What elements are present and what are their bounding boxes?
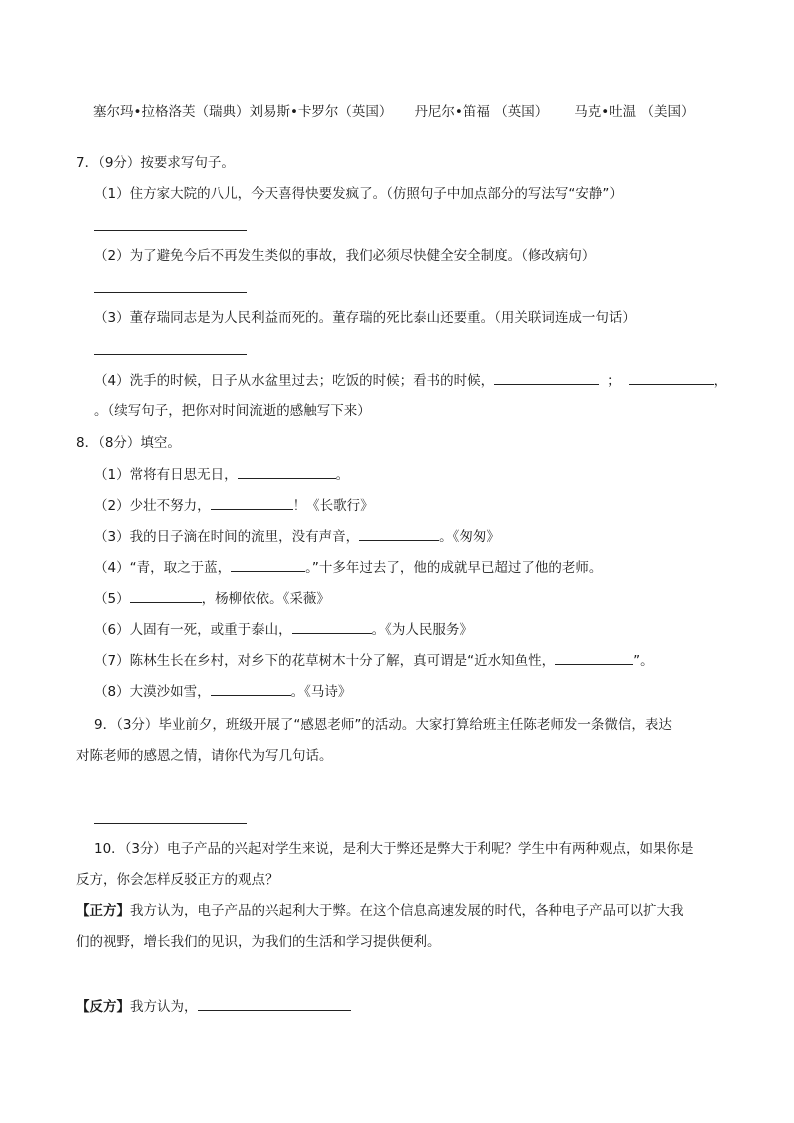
q8-blank-8[interactable] xyxy=(211,681,291,696)
q7-sub-1: （1）住方家大院的八儿，今天喜得快要发疯了。（仿照句子中加点部分的写法写“安静”） xyxy=(94,186,623,202)
q10-line-1: 10．（3分）电子产品的兴起对学生来说，是利大于弊还是弊大于利呢？学生中有两种观点，如果你是 xyxy=(94,841,694,857)
q8-item-5: （5） ，杨柳依依。《采薇》 xyxy=(94,588,330,609)
author-4: 马克•吐温 （美国） xyxy=(574,104,695,120)
q8-item-8: （8）大漠沙如雪， 。《马诗》 xyxy=(94,681,351,702)
q8-blank-5[interactable] xyxy=(130,588,202,603)
q8-title: 8．（8分）填空。 xyxy=(76,435,181,451)
q7-sub-4-text: （4）洗手的时候，日子从水盆里过去；吃饭的时候；看书的时候， xyxy=(94,373,495,389)
q7-answer-line-3[interactable] xyxy=(94,354,247,355)
q10-pro-line-2: 们的视野，增长我们的见识，为我们的生活和学习提供便利。 xyxy=(76,934,441,950)
q7-sub-4-end: ， xyxy=(713,373,728,389)
q7-sub-3: （3）董存瑞同志是为人民利益而死的。董存瑞的死比泰山还要重。（用关联词连成一句话） xyxy=(94,310,636,326)
q7-answer-line-1[interactable] xyxy=(94,230,247,231)
author-3: 丹尼尔•笛福 （英国） xyxy=(414,104,549,120)
authors-line xyxy=(93,102,694,122)
q7-title: 7．（9分）按要求写句子。 xyxy=(76,155,235,171)
q7-sub-4-cont: 。（续写句子，把你对时间流逝的感触写下来） xyxy=(94,403,371,419)
q8-blank-6[interactable] xyxy=(292,619,372,634)
q8-item-6: （6）人固有一死，或重于泰山， 。《为人民服务》 xyxy=(94,619,473,640)
author-2: 刘易斯•卡罗尔（英国） xyxy=(249,104,393,120)
q8-item-7: （7）陈林生长在乡村，对乡下的花草树木十分了解，真可谓是“近水知鱼性， ”。 xyxy=(94,650,654,671)
q7-sub-4-blank-2[interactable] xyxy=(629,370,714,385)
con-tag: 【反方】 xyxy=(76,999,130,1015)
q10-pro-line-1: 【正方】我方认为，电子产品的兴起利大于弊。在这个信息高速发展的时代，各种电子产品可以扩大我 xyxy=(76,903,684,919)
q10-con-line: 【反方】我方认为， xyxy=(76,996,351,1017)
q8-item-1: （1）常将有日思无日， 。 xyxy=(94,464,349,485)
q8-blank-1[interactable] xyxy=(238,464,336,479)
q10-line-2: 反方，你会怎样反驳正方的观点？ xyxy=(76,872,279,888)
author-1: 塞尔玛•拉格洛芙（瑞典） xyxy=(93,104,250,120)
q9-answer-line[interactable] xyxy=(94,823,247,824)
q8-blank-7[interactable] xyxy=(555,650,633,665)
q7-sub-4-sep: ； xyxy=(607,373,621,389)
q7-sub-4-blank-1[interactable] xyxy=(494,370,599,385)
pro-tag: 【正方】 xyxy=(76,903,130,919)
q10-con-blank[interactable] xyxy=(198,996,351,1011)
q8-item-4: （4）“青，取之于蓝， 。”十多年过去了，他的成就早已超过了他的老师。 xyxy=(94,557,602,578)
q8-blank-4[interactable] xyxy=(231,557,305,572)
q7-sub-4 xyxy=(94,370,727,391)
q8-blank-3[interactable] xyxy=(359,526,439,541)
q7-sub-2: （2）为了避免今后不再发生类似的事故，我们必须尽快健全安全制度。（修改病句） xyxy=(94,248,596,264)
q8-blank-2[interactable] xyxy=(211,495,293,510)
q8-item-3: （3）我的日子滴在时间的流里，没有声音， 。《匆匆》 xyxy=(94,526,500,547)
q8-item-2: （2）少壮不努力， ！《长歌行》 xyxy=(94,495,374,516)
q9-line-1: 9．（3分）毕业前夕，班级开展了“感恩老师”的活动。大家打算给班主任陈老师发一条微信，表达 xyxy=(94,717,672,733)
q7-answer-line-2[interactable] xyxy=(94,292,247,293)
q9-line-2: 对陈老师的感恩之情，请你代为写几句话。 xyxy=(76,748,333,764)
